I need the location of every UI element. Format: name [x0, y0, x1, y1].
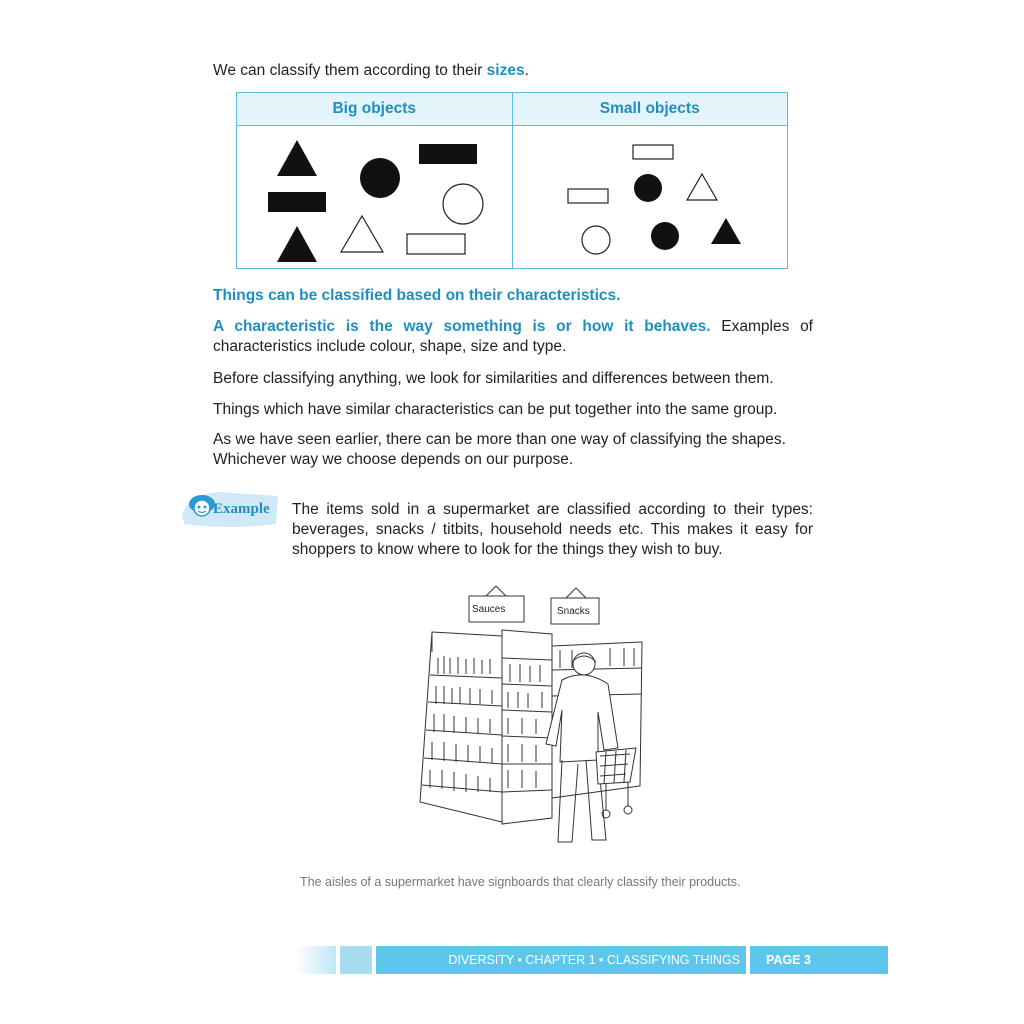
header-big-objects: Big objects [237, 93, 513, 126]
paragraph-grouping: Things which have similar characteristics can be put together into the same group. [213, 401, 778, 418]
footer-fade-1 [296, 946, 336, 974]
footer-chapter: DIVERSITY • CHAPTER 1 • CLASSIFYING THINGS [448, 953, 740, 967]
big-black-triangle-2 [277, 226, 317, 262]
big-shapes [237, 126, 511, 268]
big-black-rectangle-2 [268, 192, 326, 212]
small-black-triangle [711, 218, 741, 244]
small-white-circle [582, 226, 610, 254]
supermarket-aisle-drawing [410, 580, 650, 850]
small-objects-cell [512, 126, 788, 269]
footer-chapter-bar [376, 946, 746, 974]
intro-text: We can classify them according to their [213, 62, 487, 79]
footer-page-number: PAGE 3 [766, 953, 811, 967]
big-black-rectangle [419, 144, 477, 164]
size-classification-table [236, 92, 788, 269]
sign-sauces: Sauces [472, 604, 506, 615]
big-black-triangle [277, 140, 317, 176]
intro-emphasis: sizes [486, 62, 525, 79]
definition-emphasis: A characteristic is the way something is or how it behaves. [213, 318, 711, 335]
small-white-rectangle-2 [568, 189, 608, 203]
supermarket-illustration [410, 580, 650, 850]
example-badge [180, 484, 280, 532]
small-black-circle-2 [651, 222, 679, 250]
small-white-triangle [687, 174, 717, 200]
small-black-circle [634, 174, 662, 202]
definition-rest: Examples of characteristics include colour, shape, size and type. [213, 318, 813, 355]
intro-line [213, 61, 813, 81]
footer-fade-2 [340, 946, 372, 974]
example-text: The items sold in a supermarket are classified according to their types: beverages, snacks / titbits, household needs etc. This makes it easy for shoppers to know where to look for the things they wish to buy. [292, 501, 813, 558]
example-label: Example [213, 501, 270, 517]
big-black-circle [360, 158, 400, 198]
sign-snacks: Snacks [557, 606, 590, 617]
small-shapes [513, 126, 787, 268]
big-white-circle [443, 184, 483, 224]
header-small-objects: Small objects [512, 93, 788, 126]
small-white-rectangle [633, 145, 673, 159]
big-white-rectangle [407, 234, 465, 254]
intro-suffix: . [524, 62, 529, 79]
footer-page-bar [750, 946, 888, 974]
section-heading: Things can be classified based on their characteristics. [213, 287, 621, 304]
big-objects-cell [237, 126, 513, 269]
illustration-caption: The aisles of a supermarket have signboards that clearly classify their products. [300, 875, 741, 889]
paragraph-similarities: Before classifying anything, we look for similarities and differences between them. [213, 370, 774, 387]
paragraph-purpose: As we have seen earlier, there can be more than one way of classifying the shapes. Whichever way we choose depends on our purpose. [213, 431, 786, 468]
definition-paragraph [213, 317, 813, 357]
big-white-triangle [341, 216, 383, 252]
